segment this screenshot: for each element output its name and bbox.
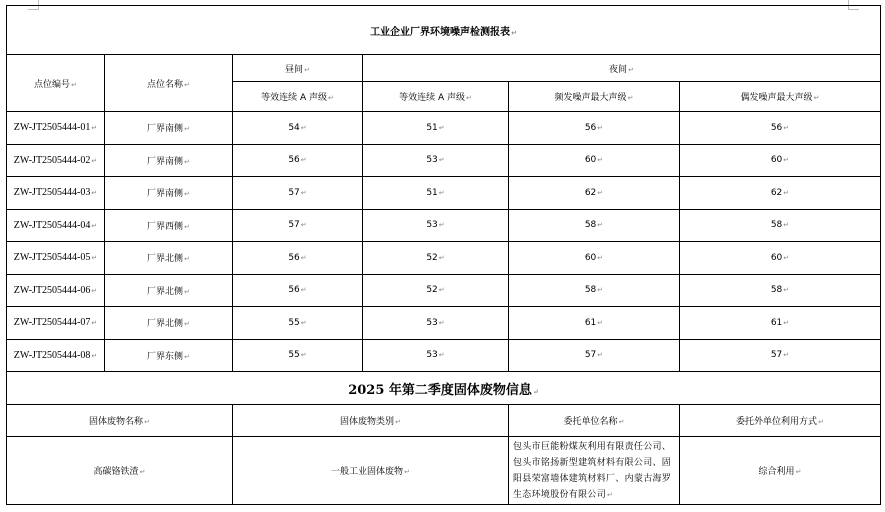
header-day-leq: 等效连续 A 声级 ↵ bbox=[233, 82, 363, 112]
occasional-max-cell: 58 ↵ bbox=[680, 274, 881, 307]
point-id-cell: ZW-JT2505444-08 ↵ bbox=[7, 339, 105, 372]
frequent-max-cell: 62 ↵ bbox=[509, 177, 680, 210]
occasional-max-cell: 58 ↵ bbox=[680, 209, 881, 242]
waste-name-cell: 高碳铬铁渣 ↵ bbox=[7, 437, 233, 505]
table-row bbox=[7, 112, 881, 145]
table-row bbox=[7, 339, 881, 372]
night-leq-cell: 53 ↵ bbox=[363, 209, 509, 242]
header-occasional-max: 偶发噪声最大声级 ↵ bbox=[680, 82, 881, 112]
point-id-cell: ZW-JT2505444-06 ↵ bbox=[7, 274, 105, 307]
point-id-cell: ZW-JT2505444-04 ↵ bbox=[7, 209, 105, 242]
point-id-cell: ZW-JT2505444-02 ↵ bbox=[7, 144, 105, 177]
point-name-cell: 厂界南侧 ↵ bbox=[105, 177, 233, 210]
header-point-name: 点位名称 ↵ bbox=[105, 55, 233, 112]
day-leq-cell: 57 ↵ bbox=[233, 177, 363, 210]
day-leq-cell: 56 ↵ bbox=[233, 274, 363, 307]
header-entrusted-org: 委托单位名称 ↵ bbox=[509, 405, 680, 437]
header-point-id: 点位编号 ↵ bbox=[7, 55, 105, 112]
table-row bbox=[7, 242, 881, 275]
noise-report-title: 工业企业厂界环境噪声检测报表 ↵ bbox=[7, 6, 881, 55]
table-row bbox=[7, 307, 881, 340]
point-name-cell: 厂界南侧 ↵ bbox=[105, 112, 233, 145]
day-leq-cell: 56 ↵ bbox=[233, 242, 363, 275]
utilization-method-cell: 综合利用 ↵ bbox=[680, 437, 881, 505]
point-id-cell: ZW-JT2505444-07 ↵ bbox=[7, 307, 105, 340]
solid-waste-title: 2025 年第二季度固体废物信息 ↵ bbox=[7, 372, 881, 405]
point-id-cell: ZW-JT2505444-05 ↵ bbox=[7, 242, 105, 275]
day-leq-cell: 54 ↵ bbox=[233, 112, 363, 145]
frequent-max-cell: 60 ↵ bbox=[509, 144, 680, 177]
point-id-cell: ZW-JT2505444-03 ↵ bbox=[7, 177, 105, 210]
night-leq-cell: 52 ↵ bbox=[363, 274, 509, 307]
occasional-max-cell: 60 ↵ bbox=[680, 242, 881, 275]
point-name-cell: 厂界西侧 ↵ bbox=[105, 209, 233, 242]
occasional-max-cell: 56 ↵ bbox=[680, 112, 881, 145]
day-leq-cell: 56 ↵ bbox=[233, 144, 363, 177]
entrusted-org-cell: 包头市巨能粉煤灰利用有限责任公司、包头市铭扬新型建筑材料有限公司、固阳县荣富墙体建筑材料厂、内蒙古海罗生态环境股份有限公司 ↵ bbox=[509, 437, 680, 505]
header-night-leq: 等效连续 A 声级 ↵ bbox=[363, 82, 509, 112]
waste-category-cell: 一般工业固体废物 ↵ bbox=[233, 437, 509, 505]
header-nighttime: 夜间 ↵ bbox=[363, 55, 881, 82]
night-leq-cell: 52 ↵ bbox=[363, 242, 509, 275]
frequent-max-cell: 58 ↵ bbox=[509, 209, 680, 242]
header-utilization-method: 委托外单位利用方式 ↵ bbox=[680, 405, 881, 437]
point-name-cell: 厂界北侧 ↵ bbox=[105, 274, 233, 307]
point-name-cell: 厂界北侧 ↵ bbox=[105, 307, 233, 340]
header-frequent-max: 频发噪声最大声级 ↵ bbox=[509, 82, 680, 112]
point-name-cell: 厂界东侧 ↵ bbox=[105, 339, 233, 372]
header-daytime: 昼间 ↵ bbox=[233, 55, 363, 82]
occasional-max-cell: 57 ↵ bbox=[680, 339, 881, 372]
header-waste-category: 固体废物类别 ↵ bbox=[233, 405, 509, 437]
table-row bbox=[7, 177, 881, 210]
frequent-max-cell: 58 ↵ bbox=[509, 274, 680, 307]
point-name-cell: 厂界南侧 ↵ bbox=[105, 144, 233, 177]
night-leq-cell: 53 ↵ bbox=[363, 339, 509, 372]
frequent-max-cell: 57 ↵ bbox=[509, 339, 680, 372]
frequent-max-cell: 61 ↵ bbox=[509, 307, 680, 340]
night-leq-cell: 53 ↵ bbox=[363, 307, 509, 340]
occasional-max-cell: 61 ↵ bbox=[680, 307, 881, 340]
table-row bbox=[7, 437, 881, 505]
header-waste-name: 固体废物名称 ↵ bbox=[7, 405, 233, 437]
night-leq-cell: 53 ↵ bbox=[363, 144, 509, 177]
table-row bbox=[7, 209, 881, 242]
frequent-max-cell: 56 ↵ bbox=[509, 112, 680, 145]
report-table bbox=[6, 5, 881, 505]
point-id-cell: ZW-JT2505444-01 ↵ bbox=[7, 112, 105, 145]
frequent-max-cell: 60 ↵ bbox=[509, 242, 680, 275]
occasional-max-cell: 62 ↵ bbox=[680, 177, 881, 210]
day-leq-cell: 55 ↵ bbox=[233, 307, 363, 340]
day-leq-cell: 55 ↵ bbox=[233, 339, 363, 372]
table-row bbox=[7, 144, 881, 177]
table-row bbox=[7, 274, 881, 307]
day-leq-cell: 57 ↵ bbox=[233, 209, 363, 242]
night-leq-cell: 51 ↵ bbox=[363, 177, 509, 210]
night-leq-cell: 51 ↵ bbox=[363, 112, 509, 145]
point-name-cell: 厂界北侧 ↵ bbox=[105, 242, 233, 275]
occasional-max-cell: 60 ↵ bbox=[680, 144, 881, 177]
